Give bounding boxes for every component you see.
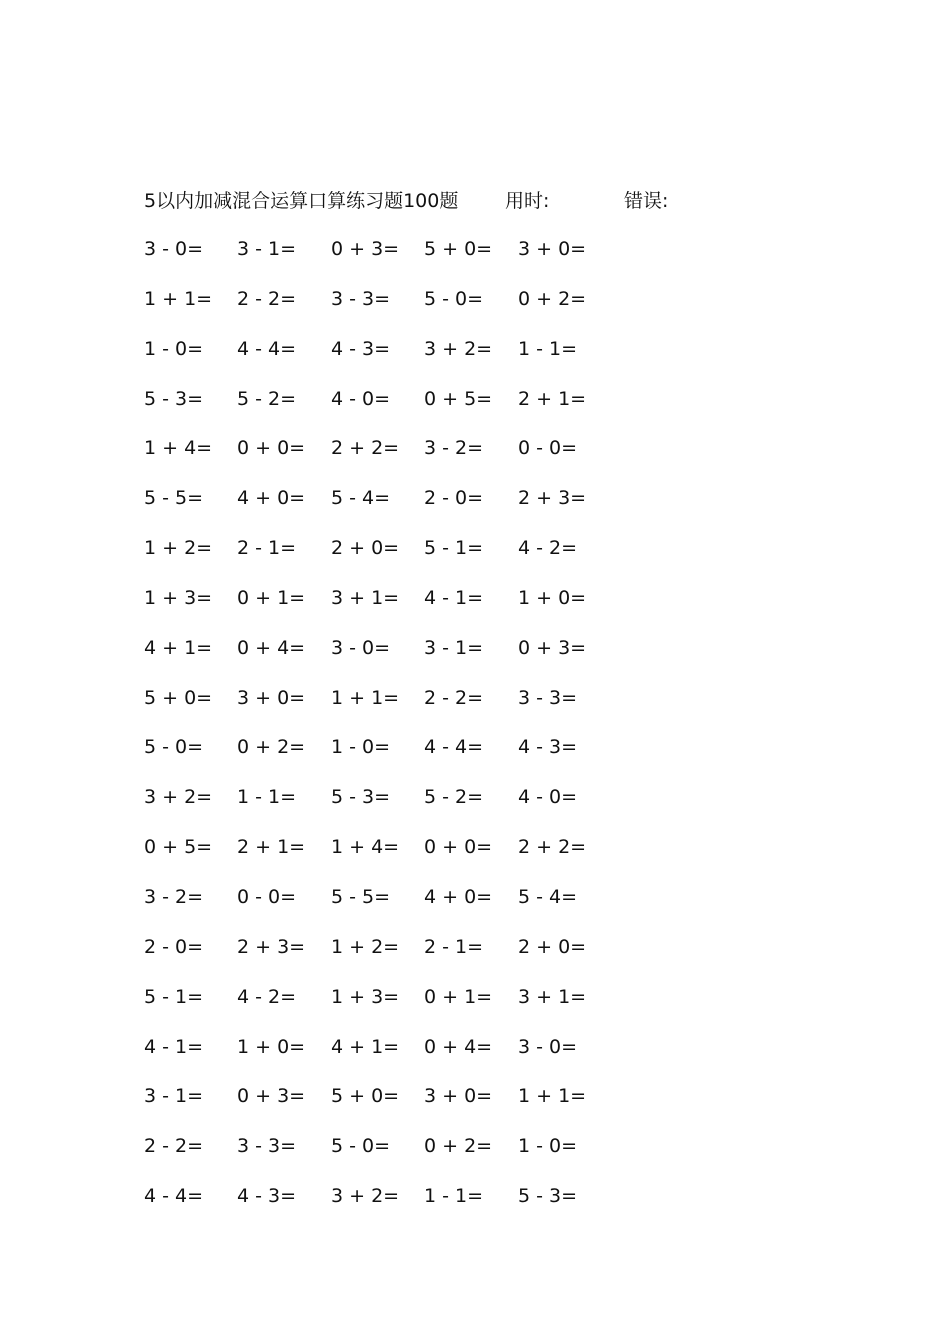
problem-item: 4 - 1=	[144, 1035, 204, 1058]
problem-item: 1 - 0=	[518, 1135, 578, 1158]
problem-item: 0 + 3=	[237, 1085, 306, 1108]
problem-item: 2 + 2=	[518, 836, 587, 859]
problem-item: 4 - 0=	[331, 387, 391, 410]
problem-item: 2 - 2=	[424, 686, 484, 709]
problem-item: 2 - 1=	[237, 537, 297, 560]
problem-item: 2 - 0=	[144, 935, 204, 958]
problem-item: 5 - 3=	[144, 387, 204, 410]
problem-item: 3 + 2=	[144, 786, 213, 809]
problem-item: 3 - 0=	[331, 636, 391, 659]
errors-label: 错误:	[624, 190, 669, 212]
problem-item: 0 + 5=	[424, 387, 493, 410]
problem-item: 2 + 2=	[331, 437, 400, 460]
problem-item: 3 - 1=	[424, 636, 484, 659]
problem-item: 1 + 1=	[518, 1085, 587, 1108]
problem-item: 2 - 2=	[237, 287, 297, 310]
problem-item: 3 + 0=	[518, 238, 587, 260]
problem-item: 0 + 3=	[331, 238, 400, 260]
problem-item: 5 + 0=	[144, 686, 213, 709]
problem-item: 4 + 1=	[144, 636, 213, 659]
problem-item: 3 + 1=	[331, 586, 400, 609]
problem-item: 4 - 4=	[237, 337, 297, 360]
problem-item: 1 + 4=	[331, 836, 400, 859]
problem-item: 3 - 2=	[424, 437, 484, 460]
problem-item: 3 - 1=	[144, 1085, 204, 1108]
problem-item: 5 + 0=	[331, 1085, 400, 1108]
time-used-label: 用时:	[505, 190, 550, 212]
problem-item: 3 + 0=	[424, 1085, 493, 1108]
problem-item: 0 + 4=	[237, 636, 306, 659]
problem-item: 0 + 3=	[518, 636, 587, 659]
problem-item: 2 + 3=	[518, 487, 587, 510]
problem-item: 0 + 0=	[237, 437, 306, 460]
problem-item: 1 - 1=	[518, 337, 578, 360]
problem-item: 1 + 1=	[144, 287, 213, 310]
problem-item: 5 + 0=	[424, 238, 493, 260]
problem-item: 3 - 1=	[237, 238, 297, 260]
problem-item: 2 + 3=	[237, 935, 306, 958]
problem-item: 5 - 2=	[237, 387, 297, 410]
problem-item: 1 - 1=	[237, 786, 297, 809]
problem-item: 1 + 4=	[144, 437, 213, 460]
problem-item: 2 + 1=	[237, 836, 306, 859]
problem-item: 1 + 3=	[144, 586, 213, 609]
problem-item: 5 - 0=	[424, 287, 484, 310]
problem-item: 1 + 2=	[144, 537, 213, 560]
problem-item: 3 - 3=	[237, 1135, 297, 1158]
problem-item: 5 - 1=	[424, 537, 484, 560]
problem-item: 4 - 3=	[237, 1185, 297, 1208]
problem-item: 4 + 1=	[331, 1035, 400, 1058]
problem-item: 4 + 0=	[424, 885, 493, 908]
problem-item: 4 - 3=	[518, 736, 578, 759]
problem-item: 3 - 0=	[518, 1035, 578, 1058]
problem-item: 5 - 1=	[144, 985, 204, 1008]
problem-item: 0 + 2=	[518, 287, 587, 310]
problem-item: 3 + 0=	[237, 686, 306, 709]
problem-item: 0 + 1=	[237, 586, 306, 609]
problem-item: 5 - 0=	[144, 736, 204, 759]
problem-item: 3 + 1=	[518, 985, 587, 1008]
problem-item: 1 + 0=	[518, 586, 587, 609]
problem-item: 0 + 2=	[237, 736, 306, 759]
problem-item: 1 + 3=	[331, 985, 400, 1008]
problem-item: 4 - 4=	[424, 736, 484, 759]
problem-item: 5 - 4=	[518, 885, 578, 908]
problem-item: 4 - 1=	[424, 586, 484, 609]
problem-item: 1 + 2=	[331, 935, 400, 958]
problem-item: 2 + 0=	[331, 537, 400, 560]
problem-item: 1 - 0=	[144, 337, 204, 360]
problem-item: 4 - 0=	[518, 786, 578, 809]
problem-item: 4 - 3=	[331, 337, 391, 360]
problem-item: 3 + 2=	[424, 337, 493, 360]
problem-item: 0 + 0=	[424, 836, 493, 859]
problem-item: 0 - 0=	[237, 885, 297, 908]
problem-item: 3 - 2=	[144, 885, 204, 908]
problem-item: 0 + 5=	[144, 836, 213, 859]
problem-item: 2 + 0=	[518, 935, 587, 958]
problem-item: 5 - 3=	[331, 786, 391, 809]
problem-item: 2 - 1=	[424, 935, 484, 958]
problem-item: 0 + 4=	[424, 1035, 493, 1058]
problem-item: 4 - 2=	[237, 985, 297, 1008]
problem-item: 2 - 0=	[424, 487, 484, 510]
page-title: 5以内加减混合运算口算练习题100题	[144, 190, 459, 212]
problem-item: 3 - 3=	[518, 686, 578, 709]
problem-item: 1 + 1=	[331, 686, 400, 709]
problem-item: 4 - 2=	[518, 537, 578, 560]
problem-item: 5 - 2=	[424, 786, 484, 809]
problem-item: 3 - 0=	[144, 238, 204, 260]
problem-item: 3 - 3=	[331, 287, 391, 310]
problem-item: 1 - 1=	[424, 1185, 484, 1208]
problem-item: 0 + 1=	[424, 985, 493, 1008]
problem-item: 4 + 0=	[237, 487, 306, 510]
problem-item: 2 - 2=	[144, 1135, 204, 1158]
problem-item: 0 + 2=	[424, 1135, 493, 1158]
problem-item: 5 - 0=	[331, 1135, 391, 1158]
problem-item: 1 + 0=	[237, 1035, 306, 1058]
problem-item: 3 + 2=	[331, 1185, 400, 1208]
problem-item: 2 + 1=	[518, 387, 587, 410]
problem-item: 0 - 0=	[518, 437, 578, 460]
problem-item: 5 - 5=	[331, 885, 391, 908]
problem-item: 5 - 5=	[144, 487, 204, 510]
problem-item: 5 - 4=	[331, 487, 391, 510]
problem-item: 5 - 3=	[518, 1185, 578, 1208]
problem-item: 4 - 4=	[144, 1185, 204, 1208]
problem-item: 1 - 0=	[331, 736, 391, 759]
